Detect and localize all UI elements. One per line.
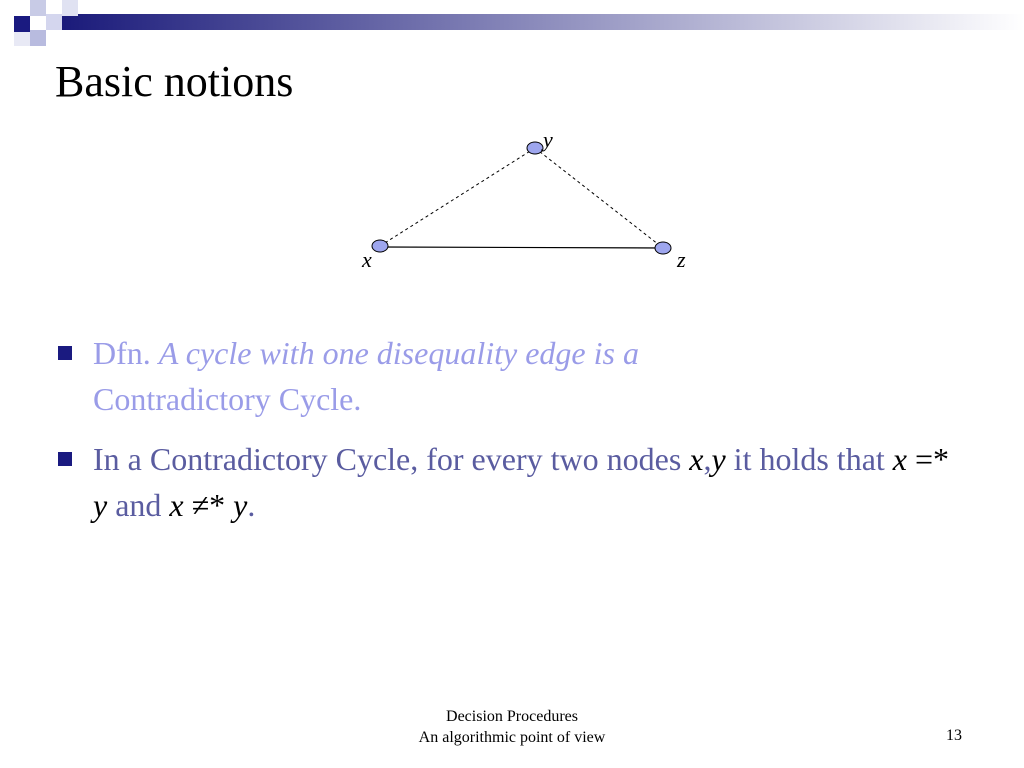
node-x (372, 240, 388, 252)
math-neq-op: ≠* (183, 487, 234, 523)
footer-line-1: Decision Procedures (446, 708, 578, 725)
math-neq-x: x (169, 487, 184, 523)
slide-title: Basic notions (55, 57, 294, 106)
square-bullet-icon (58, 452, 72, 466)
bullet-list (55, 330, 955, 542)
definition-term: Contradictory Cycle. (93, 381, 362, 417)
edge-x-y (380, 148, 535, 246)
node-label-z: z (677, 247, 686, 272)
list-item-property (55, 436, 955, 528)
footer-line-2: An algorithmic point of view (418, 729, 606, 746)
definition-text: A cycle with one disequality edge is a (158, 335, 639, 371)
footer (362, 706, 662, 748)
property-period: . (247, 487, 256, 523)
math-eq-x: x (892, 441, 907, 477)
math-neq-y: y (233, 487, 248, 523)
edge-x-z (380, 247, 663, 248)
math-comma: , (703, 441, 712, 477)
cycle-diagram (0, 0, 1024, 300)
math-eq-y: y (93, 487, 108, 523)
math-var-y: y (711, 441, 726, 477)
node-y (527, 142, 543, 154)
math-eq-op: =* (906, 441, 950, 477)
property-text-2: it holds that (725, 441, 893, 477)
list-item-definition (55, 330, 955, 422)
property-text-1: In a Contradictory Cycle, for every two nodes (93, 441, 690, 477)
property-and: and (107, 487, 170, 523)
node-z (655, 242, 671, 254)
node-label-y: y (543, 127, 553, 152)
math-var-x: x (689, 441, 704, 477)
square-bullet-icon (58, 346, 72, 360)
node-label-x: x (362, 247, 372, 272)
edge-y-z (535, 148, 663, 248)
page-number: 13 (946, 727, 962, 744)
definition-prefix: Dfn. (93, 335, 151, 371)
